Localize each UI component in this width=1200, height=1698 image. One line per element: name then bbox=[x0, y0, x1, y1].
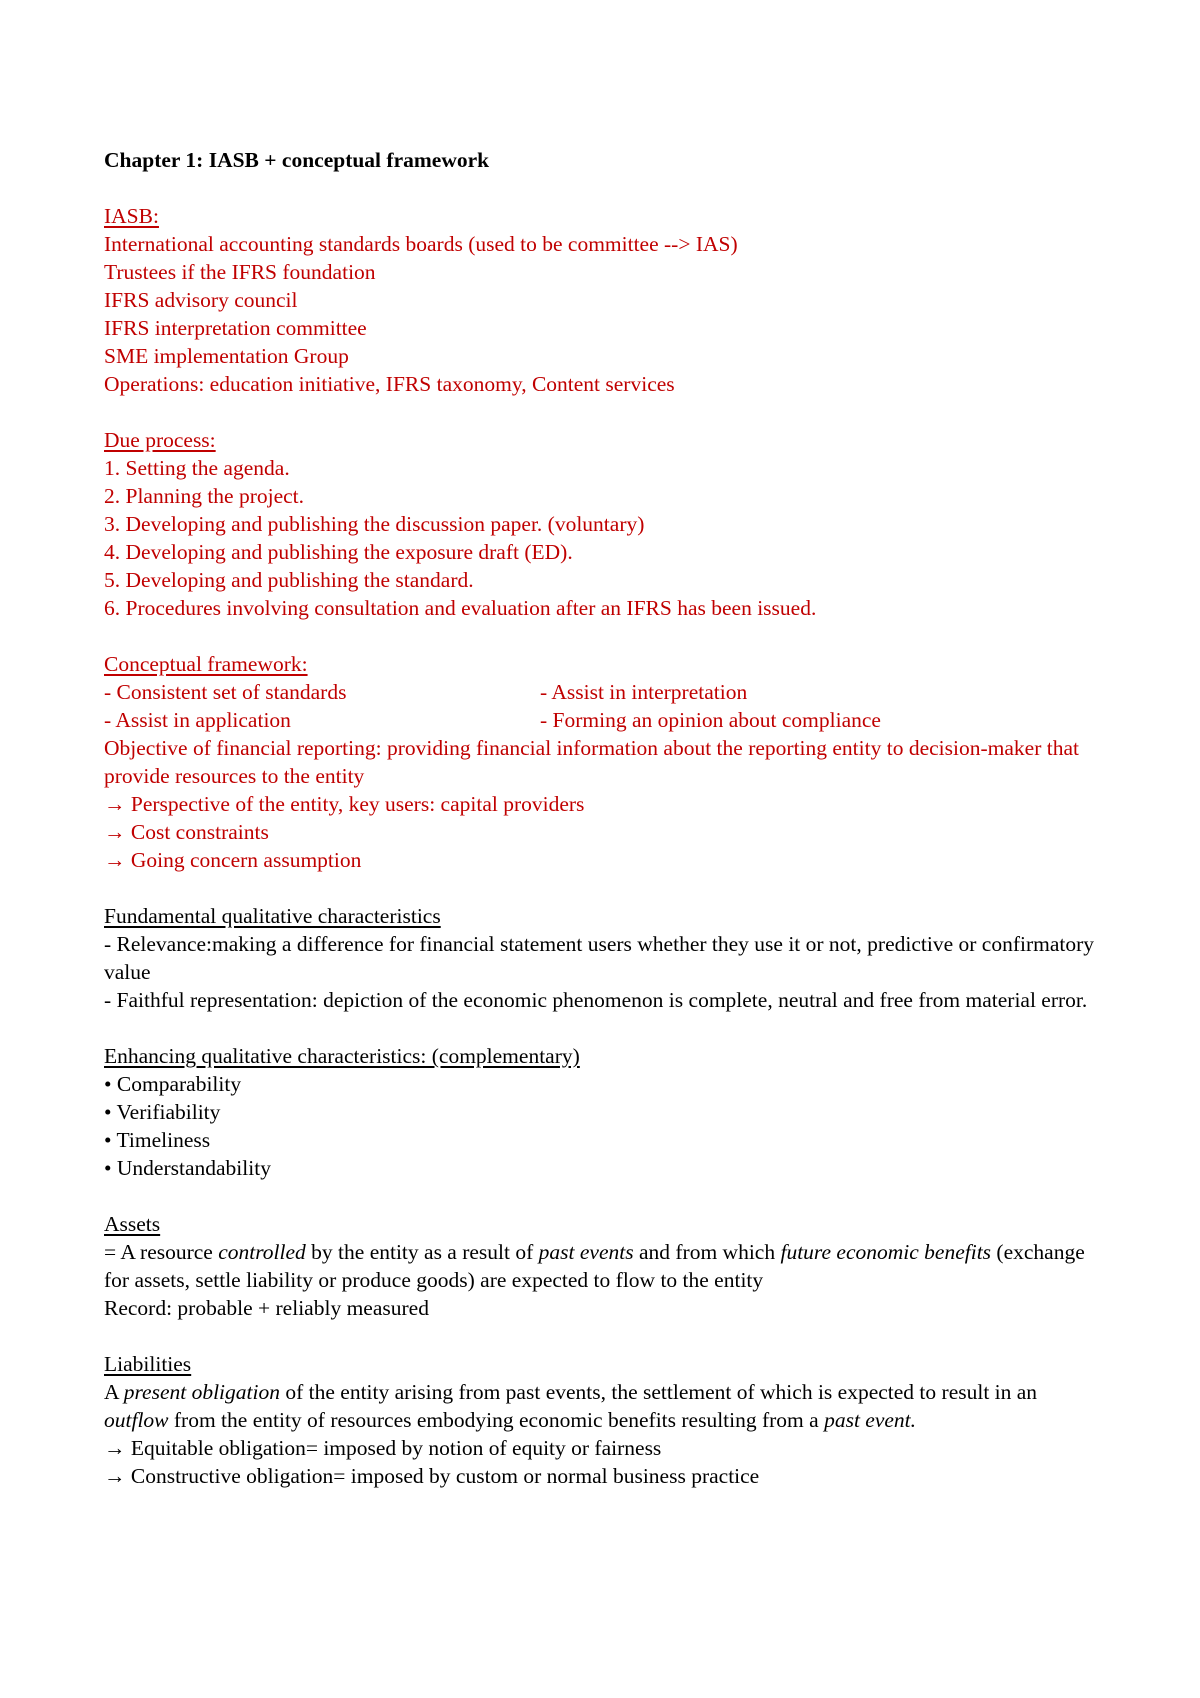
spacer bbox=[104, 398, 1096, 426]
purpose-item: - Consistent set of standards bbox=[104, 680, 347, 704]
framework-arrow-item: → Perspective of the entity, key users: capital providers bbox=[104, 792, 585, 816]
due-process-step: 1. Setting the agenda. bbox=[104, 456, 290, 480]
spacer bbox=[104, 622, 1096, 650]
assets-emphasis: past events bbox=[538, 1240, 634, 1264]
enhancing-item: • Timeliness bbox=[104, 1128, 211, 1152]
conceptual-framework-section bbox=[104, 650, 1096, 874]
liabilities-emphasis: outflow bbox=[104, 1408, 169, 1432]
objective-text: Objective of financial reporting: providing financial information about the reporting entity to decision-maker that provide resources to the entity bbox=[104, 736, 1079, 788]
liabilities-heading: Liabilities bbox=[104, 1352, 192, 1376]
due-process-heading: Due process: bbox=[104, 428, 216, 452]
assets-section bbox=[104, 1210, 1096, 1322]
iasb-item: IFRS interpretation committee bbox=[104, 316, 367, 340]
iasb-item: SME implementation Group bbox=[104, 344, 349, 368]
enhancing-item: • Verifiability bbox=[104, 1100, 221, 1124]
framework-arrow-item: → Going concern assumption bbox=[104, 848, 362, 872]
fundamental-section bbox=[104, 902, 1096, 1014]
assets-text: (exchange for assets, settle liability or produce goods) are expected to flow to the entity bbox=[104, 1240, 1085, 1292]
assets-text: = A resource bbox=[104, 1240, 219, 1264]
spacer bbox=[104, 1014, 1096, 1042]
liabilities-text: from the entity of resources embodying economic benefits resulting from a bbox=[168, 1408, 825, 1432]
spacer bbox=[104, 1182, 1096, 1210]
framework-arrow-item: → Cost constraints bbox=[104, 820, 269, 844]
iasb-section bbox=[104, 202, 1096, 398]
liabilities-emphasis: present obligation bbox=[123, 1380, 280, 1404]
purpose-item: - Assist in interpretation bbox=[540, 680, 748, 704]
purpose-item: - Forming an opinion about compliance bbox=[540, 708, 881, 732]
relevance-text: - Relevance:making a difference for financial statement users whether they use it or not, predictive or confirmatory value bbox=[104, 932, 1095, 984]
purpose-left-column bbox=[104, 678, 540, 734]
assets-text: by the entity as a result of bbox=[305, 1240, 539, 1264]
fundamental-heading: Fundamental qualitative characteristics bbox=[104, 904, 441, 928]
liabilities-arrow-item: → Constructive obligation= imposed by custom or normal business practice bbox=[104, 1464, 760, 1488]
due-process-step: 4. Developing and publishing the exposure draft (ED). bbox=[104, 540, 573, 564]
liabilities-text: of the entity arising from past events, the settlement of which is expected to result in an bbox=[279, 1380, 1038, 1404]
liabilities-arrow-item: → Equitable obligation= imposed by notion of equity or fairness bbox=[104, 1436, 662, 1460]
purpose-list bbox=[104, 678, 1096, 734]
spacer bbox=[104, 174, 1096, 202]
iasb-item: Trustees if the IFRS foundation bbox=[104, 260, 376, 284]
due-process-step: 2. Planning the project. bbox=[104, 484, 305, 508]
iasb-item: IFRS advisory council bbox=[104, 288, 298, 312]
assets-definition bbox=[104, 1238, 1096, 1294]
due-process-step: 3. Developing and publishing the discussion paper. (voluntary) bbox=[104, 512, 645, 536]
liabilities-definition bbox=[104, 1378, 1096, 1434]
enhancing-item: • Understandability bbox=[104, 1156, 271, 1180]
due-process-step: 6. Procedures involving consultation and evaluation after an IFRS has been issued. bbox=[104, 596, 817, 620]
enhancing-heading: Enhancing qualitative characteristics: (complementary) bbox=[104, 1044, 580, 1068]
spacer bbox=[104, 1322, 1096, 1350]
assets-emphasis: future economic benefits bbox=[780, 1240, 992, 1264]
page-title: Chapter 1: IASB + conceptual framework bbox=[104, 148, 490, 172]
iasb-item: Operations: education initiative, IFRS taxonomy, Content services bbox=[104, 372, 675, 396]
assets-record: Record: probable + reliably measured bbox=[104, 1296, 429, 1320]
enhancing-item: • Comparability bbox=[104, 1072, 242, 1096]
conceptual-framework-heading: Conceptual framework: bbox=[104, 652, 308, 676]
due-process-step: 5. Developing and publishing the standard. bbox=[104, 568, 474, 592]
iasb-heading: IASB: bbox=[104, 204, 159, 228]
due-process-section bbox=[104, 426, 1096, 622]
liabilities-text: A bbox=[104, 1380, 124, 1404]
faithful-representation-text: - Faithful representation: depiction of the economic phenomenon is complete, neutral and free from material error. bbox=[104, 988, 1088, 1012]
assets-heading: Assets bbox=[104, 1212, 161, 1236]
purpose-item: - Assist in application bbox=[104, 708, 291, 732]
spacer bbox=[104, 874, 1096, 902]
iasb-item: International accounting standards boards (used to be committee --> IAS) bbox=[104, 232, 738, 256]
purpose-right-column bbox=[540, 678, 1096, 734]
liabilities-section bbox=[104, 1350, 1096, 1490]
liabilities-emphasis: past event. bbox=[824, 1408, 917, 1432]
enhancing-section bbox=[104, 1042, 1096, 1182]
assets-text: and from which bbox=[633, 1240, 781, 1264]
assets-emphasis: controlled bbox=[218, 1240, 306, 1264]
